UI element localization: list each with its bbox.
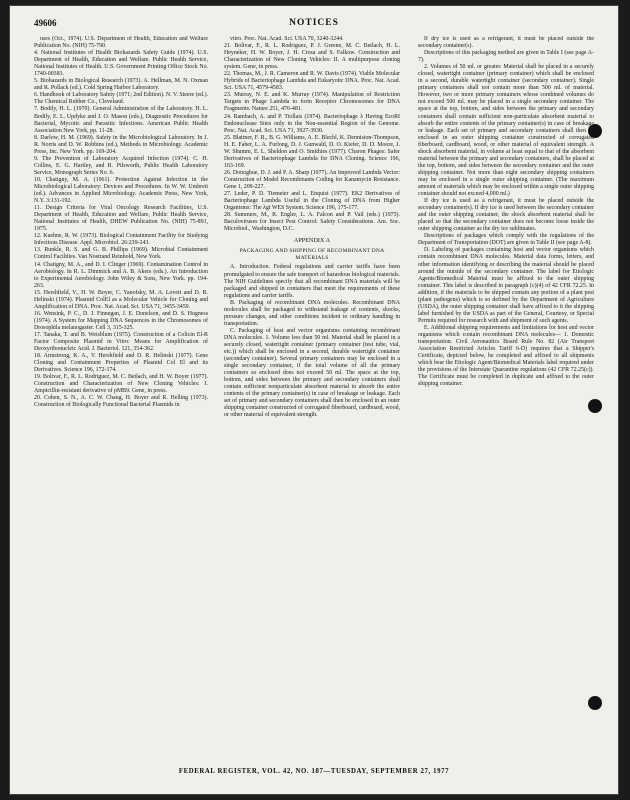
reference-entry: 14. Chatigny, M. A., and D. I. Clinger (1969). Contamination Control in Aerobiology. In R. L. Dimmick and A. B. Akers (eds.). An Introduction to Experimental Aerobiology. John Wiley & Sons, New York. pp. 194-263. xyxy=(34,261,208,289)
reference-entry: 21. Bolivar, F., R. L. Rodriguez, P. J. Greene, M. C. Betlach, H. L. Heyneker, H. W. Boyer, J. H. Crosa and S. Falkow. Construction and Characterization of New Cloning Vehicles: II. A multipurpose cloning system. Gene, in press. xyxy=(224,43,400,71)
reference-entry: 5. Biohazards in Biological Research (1973). A. Hellman, M. N. Oxman and R. Pollack (ed.). Cold Spring Harbor Laboratory. xyxy=(34,78,208,92)
paragraph: Descriptions of this packaging method are given in Table I (see page A-7). xyxy=(418,50,594,64)
reference-entry: 6. Handbook of Laboratory Safety (1971; 2nd Edition). N. V. Steere (ed.). The Chemical Rubber Co., Cleveland. xyxy=(34,92,208,106)
paragraph: D. Labeling of packages containing host and vector organisms which contain recombinant DNA molecules. Material data forms, letters, and other information identifying or describing the material should be placed around the outside of the secondary container. The label for Etiologic Agents/Biomedical Material must be affixed to the outer shipping container. This label is described in paragraph (c)(4) of 42 CFR 72.25. In addition, if the materials to be shipped contain any portion of a plant pest (plant pathogens) which is so defined by the Department of Agriculture (USDA), the outer shipping container shall have affixed to it the shipping label furnished by the USDA as part of the General, Courtesy, or Special Permits required for research with and shipment of such agents. xyxy=(418,247,594,324)
reference-entry: 15. Hershfield, V., H. W. Boyer, C. Yanofsky, M. A. Lovett and D. R. Helinski (1974). Plasmid ColEl as a Molecular Vehicle for Cloning and Amplification of DNA. Proc. Nat. Acad. Sci. USA 71, 3455-3459. xyxy=(34,289,208,310)
text-column-1 xyxy=(34,36,208,758)
page-header xyxy=(34,16,594,32)
reference-entry: 16. Wensink, P. C., D. J. Finnegan, J. E. Donelson, and D. S. Hogness (1974). A System for Mapping DNA Sequences in the Chromosomes of Drosophila melanogaster. Cell 3, 315-325. xyxy=(34,310,208,331)
text-column-2 xyxy=(224,36,400,758)
reference-entry: 12. Kuehne, R. W. (1973). Biological Containment Facility for Studying Infectious Disease. Appl. Microbiol. 26:239-243. xyxy=(34,233,208,247)
reference-entry: 28. Summers, M., R. Engler, L. A. Falcon and P. Vail (eds.) (1975). Baculoviruses for Insect Pest Control: Safety Considerations. Am. Soc. Microbiol., Washington, D.C. xyxy=(224,212,400,233)
reference-entry: 24. Rambach, A. and P. Tiollais (1974). Bacteriophage λ Having EcoRI Endonuclease Sites only in the Non-essential Region of the Genome. Proc. Nat. Acad. Sci. USA 71, 3927-3930. xyxy=(224,113,400,134)
paragraph: E. Additional shipping requirements and limitations for host and vector organisms which contain recombinant DNA molecules— 1. Domestic transportation. Civil Aeronautics Board Rule No. 82 (Air Transport Association Restricted Articles Tariff 6-D) requires that a Shipper's Certificate, depicted below, be completed and affixed to all shipments which bear the Etiologic Agent/Biomedical Materials label required under the provisions of the Interstate Quarantine regulations (42 CFR 72.25(c)). The Certificate must be completed in duplicate and affixed to the outer shipping container. xyxy=(418,324,594,388)
reference-entry: 9. The Prevention of Laboratory Acquired Infection (1974). C. H. Collins, E. G. Hartley, and R. Pilsworth, Public Health Laboratory Service, Monograph Series No. 6. xyxy=(34,155,208,176)
paragraph: A. Introduction. Federal regulations and carrier tariffs have been promulgated to ensure the safe transport of hazardous biological materials. The NIH Guidelines specify that all recombinant DNA materials will be packaged and shipped in containers that meet the requirements of these regulations and carrier tariffs. xyxy=(224,264,400,299)
reference-entry: 27. Leder, P. D. Tiemeier and L. Enquist (1977). EK2 Derivatives of Bacteriophage Lambda Useful in the Cloning of DNA from Higher Organisms: The λgt WES System. Science 196, 175-177. xyxy=(224,191,400,212)
reference-entry: 11. Design Criteria for Viral Oncology Research Facilities, U.S. Department of Health, Education and Welfare, Public Health Service, National Institutes of Health, DHEW Publication No. (NIH) 75-891, 1975. xyxy=(34,205,208,233)
paragraph: If dry ice is used as a refrigerant, it must be placed outside the secondary container(s). If dry ice is used between the secondary container and the outer shipping container, the shock absorbent material shall be placed so that the secondary container does not become loose inside the outer shipping container as the dry ice sublimates. xyxy=(418,198,594,233)
reference-entry: 13. Runkle, R. S. and G. B. Phillips (1969). Microbial Containment Control Facilities. Van Nostrand Reinhold, New York. xyxy=(34,247,208,261)
paragraph: B. Packaging of recombinant DNA molecules. Recombinant DNA molecules shall be packaged to withstand leakage of contents, shocks, pressure changes, and other conditions incident to ordinary handling in transportation. xyxy=(224,299,400,327)
reference-entry: 18. Armstrong, K. A., V. Hershfield and D. R. Helinski (1977). Gene Cloning and Containment Properties of Plasmid Col El and its Derivatives. Science 196, 172-174. xyxy=(34,353,208,374)
reference-entry: 8. Darlow, H. M. (1969). Safety in the Microbiological Laboratory. In J. R. Norris and D. W. Robbins (ed.), Methods in Microbiology. Academic Press, Inc. New York. pp. 169-204. xyxy=(34,134,208,155)
reference-entry: 7. Bodily, H. L. (1970). General Administration of the Laboratory. H. L. Bodily, E. L. Updyke and J. O. Mason (eds.), Diagnostic Procedures for Bacterial, Mycotic and Parasitic Infections. American Public Health Association New York, pp. 11-28. xyxy=(34,106,208,134)
paragraph: 2. Volumes of 50 ml. or greater. Material shall be placed in a securely closed, watertight container (primary container) which shall be enclosed in a second, durable watertight container (secondary container). Single primary containers shall not contain more than 500 ml. of material. However, two or more primary containers whose combined volumes do not exceed 500 ml. may be placed in a single secondary container. The space at the top, bottom, and sides between the primary and secondary containers shall contain sufficient non-particulate absorbent material to absorb the entire contents of the primary container(s) in case of breakage or leakage. Each set of primary and secondary containers shall then be enclosed in an outer shipping container constructed of corrugated fiberboard, cardboard, wood, or other material of equivalent strength. A shock absorbent material, in volume at least equal to that of the absorbent material between the primary and secondary containers, shall be placed at the top, bottom, and sides between the secondary container and the outer shipping container. Not more than eight secondary shipping containers may be enclosed in a single outer shipping container. (The maximum amount of materials which may be enclosed within a single outer shipping container should not exceed 4,000 ml.) xyxy=(418,64,594,198)
paragraph: uses (Oct., 1974). U.S. Department of Health, Education and Welfare Publication No. (NIH) 75-790. xyxy=(34,36,208,50)
document-page xyxy=(10,6,618,794)
section-title: NOTICES xyxy=(289,18,339,28)
reference-entry: 17. Tanaka, T. and B. Weisblum (1975). Construction of a Colicin El-R Factor Composite Plasmid in Vitro: Means for Amplification of Deoxyribonucleic Acid. J. Bacteriol. 121, 354-362. xyxy=(34,331,208,353)
page-footer: FEDERAL REGISTER, VOL. 42, NO. 187—TUESDAY, SEPTEMBER 27, 1977 xyxy=(178,768,450,775)
appendix-subheading: PACKAGING AND SHIPPING OF RECOMBINANT DNA MATERIALS xyxy=(239,248,385,262)
appendix-title: APPENDIX A xyxy=(293,237,331,245)
reference-entry: 25. Blattner, F. R., B. G. Williams, A. E. Blechl, K. Denniston-Thompson, H. E. Faber, L. A. Furlong, D. J. Gunwald, D. O. Kiefer, D. D. Moore, J. W. Shumm, E. L. Sheldon and O. Smithies (1977). Charon Phages: Safer Derivatives of Bacteriophage Lambda for DNA Cloning. Science 196, 163-169. xyxy=(224,134,400,169)
paragraph: Descriptions of packages which comply with the regulations of the Department of Transportation (DOT) are given in Table II (see page A-8). xyxy=(418,233,594,247)
text-column-3 xyxy=(418,36,594,758)
reference-entry: 19. Bolivar, F., R. L. Rodriguez, M. C. Betlach, and H. W. Boyer (1977). Construction and Characterization of New Cloning Vehicles: I. Ampicillin-resistant derivative of pMB9. Gene, in press. xyxy=(34,374,208,395)
reference-entry: 26. Donoghue, D. J. and P. A. Sharp (1977). An Improved Lambda Vector: Construction of Model Recombinants Coding for Kanamycin Resistance. Gene 1, 209-227. xyxy=(224,169,400,190)
page-number: 49606 xyxy=(34,18,57,28)
reference-entry: 10. Chatigny, M. A. (1961). Protection Against Infection in the Microbiological Laboratory: Devices and Procedures. In W. W. Umbreit (ed.). Advances in Applied Microbiology. Academic Press, New York, N.Y. 3:131-192. xyxy=(34,176,208,205)
paragraph: vitro. Proc. Nat. Acad. Sci. USA 70, 3240-3244. xyxy=(230,36,344,42)
reference-entry: 4. National Institutes of Health Biohazards Safety Guide (1974). U.S. Department of Health, Education and Welfare. Public Health Service, National Institutes of Health. U.S. Government Printing Office Stock No. 1740-00383. xyxy=(34,50,208,78)
paragraph: If dry ice is used as a refrigerant, it must be placed outside the secondary container(s). xyxy=(418,36,594,50)
reference-entry: 20. Cohen, S. N., A. C. W. Chang, H. Boyer and R. Helling (1973). Construction of Biologically Functional Bacterial Plasmids in xyxy=(34,395,208,409)
paragraph: C. Packaging of host and vector organisms containing recombinant DNA molecules. 1. Volume less than 50 ml. Material shall be placed in a securely closed, watertight container (primary container (test tube, vial, etc.)) which shall be enclosed in a second, durable watertight container (secondary container). Several primary containers may be enclosed in a single secondary container, if the total volume of all the primary containers so enclosed does not exceed 50 ml. The space at the top, bottom, and sides between the primary and secondary containers shall contain sufficient nonparticulate absorbent material to absorb the entire contents of the primary container(s) in case of breakage or leakage. Each set of primary and secondary containers shall then be enclosed in an outer shipping container constructed of corrugated fiberboard, cardboard, wood, or other material of equivalent strength. xyxy=(224,327,400,419)
reference-entry: 23. Murray, N. E. and K. Murray (1974). Manipulation of Restriction Targets in Phage Lambda to form Receptor Chromosomes for DNA Fragments. Nature 251, 476-481. xyxy=(224,92,400,113)
reference-entry: 22. Thomas, M., J. R. Cameron and R. W. Davis (1974). Viable Molecular Hybrids of Bacteriophage Lambda and Eukaryotic DNA. Proc. Nat. Acad. Sci. USA 71, 4579-4583. xyxy=(224,71,400,92)
